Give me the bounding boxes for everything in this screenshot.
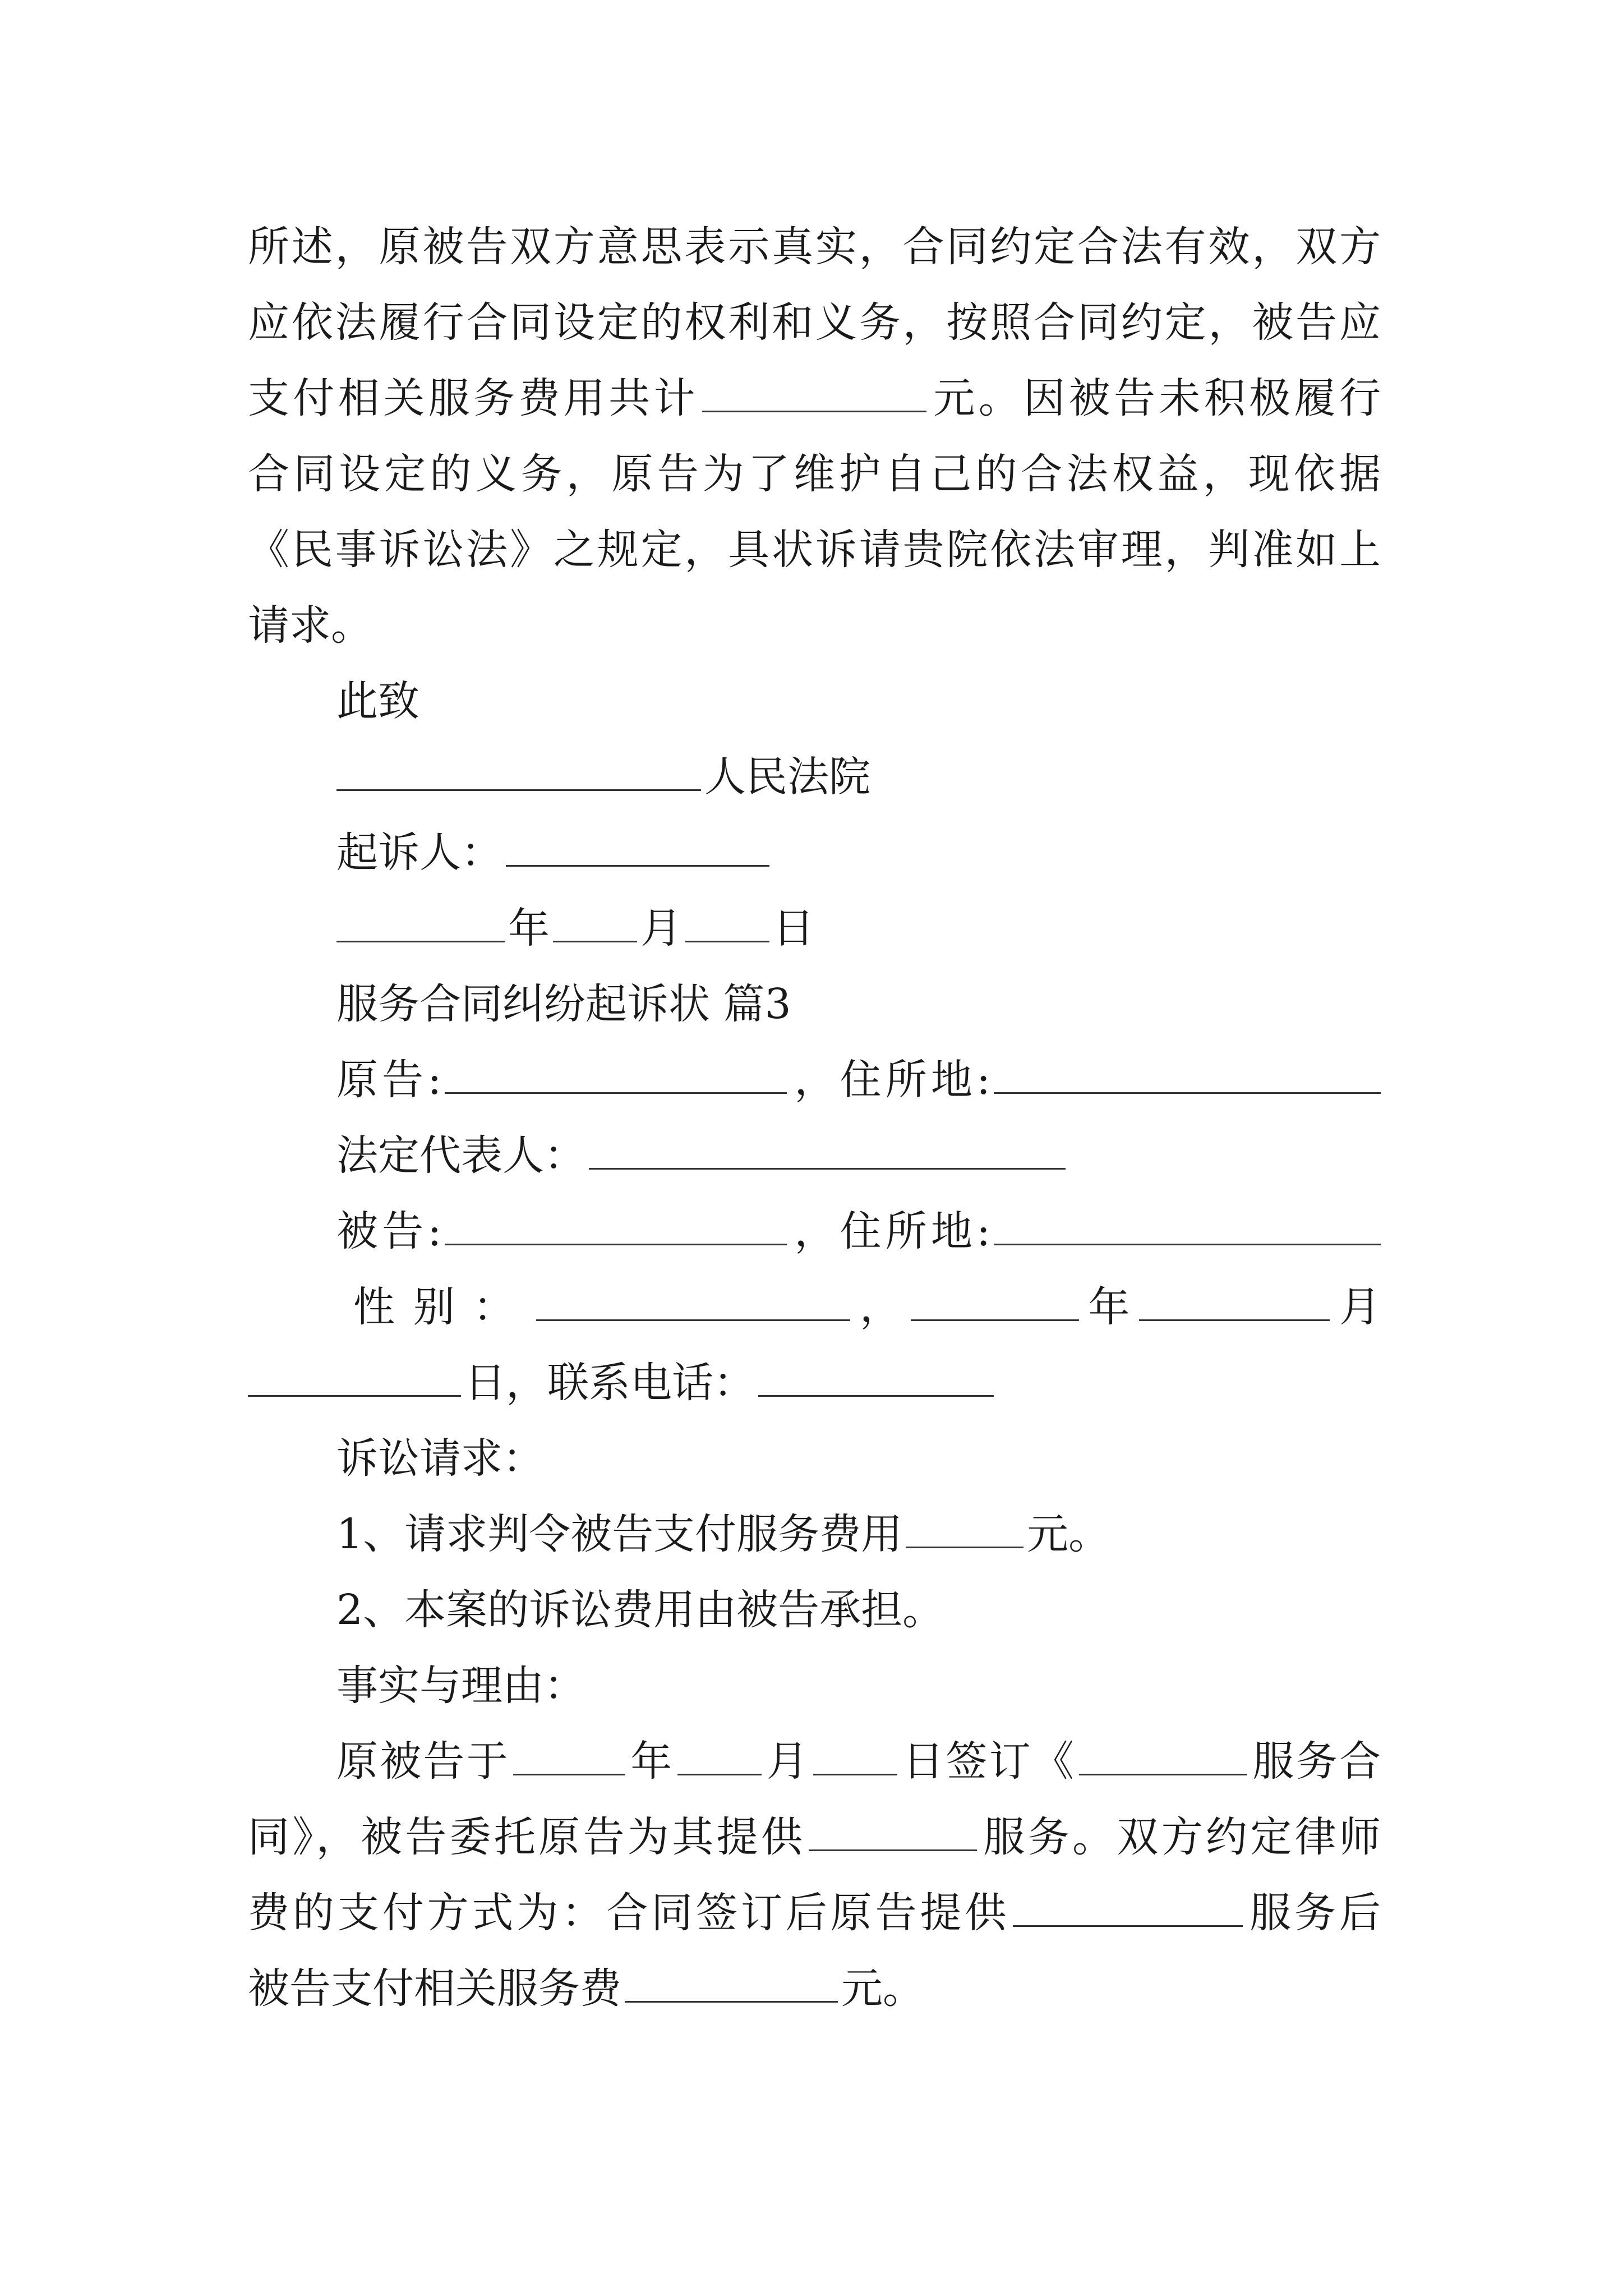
birth-day-blank bbox=[248, 1360, 461, 1397]
birth-month-blank bbox=[1139, 1285, 1330, 1321]
contract-month-blank bbox=[677, 1739, 762, 1775]
birth-day-phone-line: 日，联系电话： bbox=[248, 1355, 997, 1411]
contract-name-blank bbox=[1079, 1739, 1247, 1775]
service-provided-blank bbox=[1013, 1890, 1243, 1927]
paragraph-line: 合同设定的义务，原告为了维护自己的合法权益，现依据 bbox=[248, 450, 1381, 498]
gender-birth-line: 性别： ， 年 月 bbox=[353, 1283, 1381, 1331]
facts-line: 费的支付方式为：合同签订后原告提供 服务后 bbox=[248, 1889, 1381, 1937]
day-blank bbox=[685, 906, 769, 942]
signature-blank bbox=[506, 830, 769, 867]
claim-item-2: 2、本案的诉讼费用由被告承担。 bbox=[336, 1586, 944, 1634]
court-name-blank bbox=[336, 754, 701, 791]
date-line: 年 月 日 bbox=[336, 900, 814, 956]
fee-amount-blank bbox=[625, 1966, 838, 2003]
gender-blank bbox=[536, 1285, 850, 1321]
paragraph-line: 所述，原被告双方意思表示真实，合同约定合法有效，双方 bbox=[248, 223, 1381, 271]
facts-line: 同》，被告委托原告为其提供 服务。双方约定律师 bbox=[248, 1813, 1381, 1861]
month-blank bbox=[553, 906, 637, 942]
facts-line: 被告支付相关服务费 元。 bbox=[248, 1964, 924, 2013]
claim-amount-blank bbox=[906, 1512, 1023, 1548]
amount-blank bbox=[702, 376, 926, 412]
court-line: 人民法院 bbox=[336, 749, 870, 805]
facts-heading: 事实与理由： bbox=[336, 1662, 585, 1710]
phone-blank bbox=[758, 1360, 994, 1397]
plaintiff-name-blank bbox=[445, 1057, 787, 1094]
section-title: 服务合同纠纷起诉状 篇3 bbox=[336, 980, 791, 1028]
paragraph-line: 应依法履行合同设定的权利和义务，按照合同约定，被告应 bbox=[248, 298, 1381, 347]
contract-year-blank bbox=[513, 1739, 625, 1775]
closing-salutation: 此致 bbox=[336, 677, 419, 725]
defendant-line: 被告: ，住所地: bbox=[336, 1203, 1381, 1259]
birth-year-blank bbox=[911, 1285, 1079, 1321]
paragraph-line: 支付相关服务费用共计 元。因被告未积极履行 bbox=[248, 374, 1381, 422]
service-blank bbox=[809, 1815, 977, 1851]
defendant-name-blank bbox=[445, 1209, 787, 1245]
claim-item-1: 1、请求判令被告支付服务费用 元。 bbox=[336, 1510, 1110, 1558]
legal-rep-blank bbox=[589, 1133, 1066, 1170]
facts-line: 原被告于 年 月 日签订《 服务合 bbox=[336, 1737, 1381, 1786]
contract-day-blank bbox=[813, 1739, 897, 1775]
plaintiff-signature-line: 起诉人： bbox=[336, 825, 773, 881]
defendant-address-blank bbox=[994, 1209, 1381, 1245]
claims-heading: 诉讼请求： bbox=[336, 1434, 544, 1483]
plaintiff-line: 原告: ，住所地: bbox=[336, 1052, 1381, 1108]
legal-representative-line: 法定代表人： bbox=[336, 1128, 1069, 1184]
paragraph-line: 请求。 bbox=[248, 601, 372, 650]
paragraph-line: 《民事诉讼法》之规定，具状诉请贵院依法审理，判准如上 bbox=[248, 526, 1381, 574]
plaintiff-address-blank bbox=[994, 1057, 1381, 1094]
year-blank bbox=[336, 906, 505, 942]
